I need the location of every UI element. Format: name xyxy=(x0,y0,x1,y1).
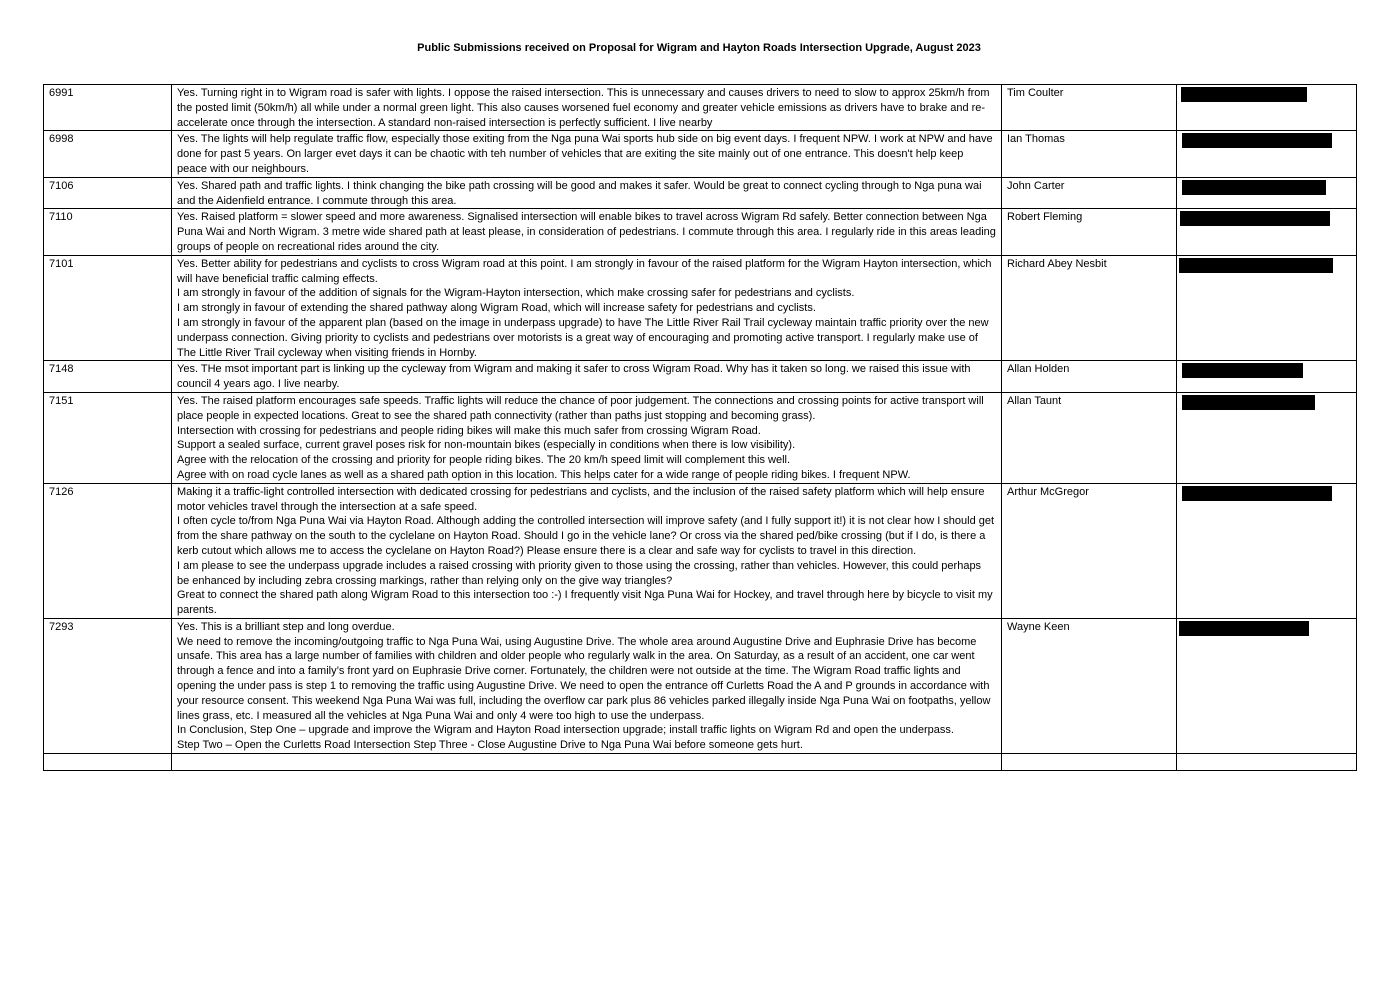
empty-cell xyxy=(44,754,172,771)
submitter-name: Allan Holden xyxy=(1002,361,1177,393)
submission-text: Yes. Better ability for pedestrians and cyclists to cross Wigram road at this point. I am strongly in favour of the raised platform for the Wigram Hayton intersection, which will have beneficial traffic calming effects. I am strongly in favour of the addition of signals for the Wigram-Hayton intersection, which make crossing safer for pedestrians and cyclists. I am strongly in favour of extending the shared pathway along Wigram Road, which will increase safety for pedestrians and cyclists. I am strongly in favour of the apparent plan (based on the image in underpass upgrade) to have The Little River Rail Trail cycleway maintain traffic priority over the new underpass connection. Giving priority to cyclists and pedestrians over motorists is a great way of encouraging and promoting active transport. I regularly make use of The Little River Trail cycleway when visiting friends in Hornby. xyxy=(172,255,1002,361)
table-row xyxy=(44,483,1357,618)
submission-id: 7148 xyxy=(44,361,172,393)
submission-text: Yes. The lights will help regulate traffic flow, especially those exiting from the Nga puna Wai sports hub side on big event days. I frequent NPW. I work at NPW and have done for past 5 years. On larger evet days it can be chaotic with teh number of vehicles that are exiting the site mainly out of one entrance. This doesn't help keep peace with our neighbours. xyxy=(172,131,1002,177)
submission-id: 7293 xyxy=(44,618,172,753)
redaction-bar xyxy=(1180,211,1330,226)
submission-id: 7126 xyxy=(44,483,172,618)
submission-id: 7106 xyxy=(44,177,172,209)
submitter-name: Richard Abey Nesbit xyxy=(1002,255,1177,361)
table-row xyxy=(44,177,1357,209)
submitter-name: Tim Coulter xyxy=(1002,85,1177,131)
table-row xyxy=(44,618,1357,753)
submitter-name: Allan Taunt xyxy=(1002,392,1177,483)
submitter-name: Ian Thomas xyxy=(1002,131,1177,177)
submission-text: Yes. Raised platform = slower speed and more awareness. Signalised intersection will enable bikes to travel across Wigram Rd safely. Better connection between Nga Puna Wai and North Wigram. 3 metre wide shared path at least please, in consideration of pedestrians. I commute through this area. I regularly ride in this areas leading groups of people on recreational rides around the city. xyxy=(172,209,1002,255)
redacted-cell xyxy=(1177,361,1357,393)
empty-cell xyxy=(1002,754,1177,771)
table-row xyxy=(44,361,1357,393)
redacted-cell xyxy=(1177,177,1357,209)
redaction-bar xyxy=(1181,87,1307,102)
table-row-empty xyxy=(44,754,1357,771)
submission-text: Yes. This is a brilliant step and long overdue. We need to remove the incoming/outgoing traffic to Nga Puna Wai, using Augustine Drive. The whole area around Augustine Drive and Euphrasie Drive has become unsafe. This area has a large number of families with children and older people who regularly walk in the area. On Saturday, as a result of an accident, one car went through a fence and into a family’s front yard on Euphrasie Drive corner. Fortunately, the children were not outside at the time. The Wigram Road traffic lights and opening the under pass is step 1 to removing the traffic using Augustine Drive. We need to open the entrance off Curletts Road the A and P grounds in accordance with your resource consent. This weekend Nga Puna Wai was full, including the overflow car park plus 86 vehicles parked illegally inside Nga Puna Wai on footpaths, yellow lines grass, etc. I measured all the vehicles at Nga Puna Wai and only 4 were too high to use the underpass. In Conclusion, Step One – upgrade and improve the Wigram and Hayton Road intersection upgrade; install traffic lights on Wigram Rd and open the underpass. Step Two – Open the Curletts Road Intersection Step Three - Close Augustine Drive to Nga Puna Wai before someone gets hurt. xyxy=(172,618,1002,753)
submission-id: 6998 xyxy=(44,131,172,177)
empty-cell xyxy=(172,754,1002,771)
redaction-bar xyxy=(1179,258,1333,273)
table-row xyxy=(44,85,1357,131)
redaction-bar xyxy=(1182,486,1332,501)
redaction-bar xyxy=(1182,133,1332,148)
submission-id: 6991 xyxy=(44,85,172,131)
table-row xyxy=(44,131,1357,177)
submission-id: 7101 xyxy=(44,255,172,361)
submission-text: Yes. THe msot important part is linking up the cycleway from Wigram and making it safer to cross Wigram Road. Why has it taken so long. we raised this issue with council 4 years ago. I live nearby. xyxy=(172,361,1002,393)
submitter-name: Arthur McGregor xyxy=(1002,483,1177,618)
submission-text: Yes. The raised platform encourages safe speeds. Traffic lights will reduce the chance of poor judgement. The connections and crossing points for active transport will place people in expected locations. Great to see the shared path connectivity (rather than paths just stopping and becoming grass). Intersection with crossing for pedestrians and people riding bikes will make this much safer from crossing Wigram Road. Support a sealed surface, current gravel poses risk for non-mountain bikes (especially in conditions when there is low visibility). Agree with the relocation of the crossing and priority for people riding bikes. The 20 km/h speed limit will complement this well. Agree with on road cycle lanes as well as a shared path option in this location. This helps cater for a wide range of people riding bikes. I frequent NPW. xyxy=(172,392,1002,483)
redaction-bar xyxy=(1179,621,1309,636)
redacted-cell xyxy=(1177,392,1357,483)
redacted-cell xyxy=(1177,618,1357,753)
redaction-bar xyxy=(1182,180,1326,195)
redacted-cell xyxy=(1177,131,1357,177)
table-row xyxy=(44,209,1357,255)
submission-id: 7110 xyxy=(44,209,172,255)
redacted-cell xyxy=(1177,209,1357,255)
redacted-cell xyxy=(1177,255,1357,361)
empty-cell xyxy=(1177,754,1357,771)
submission-id: 7151 xyxy=(44,392,172,483)
submission-text: Yes. Turning right in to Wigram road is safer with lights. I oppose the raised intersection. This is unnecessary and causes drivers to need to slow to approx 25km/h from the posted limit (50km/h) all while under a normal green light. This also causes worsened fuel economy and greater vehicle emissions as drivers have to brake and re-accelerate once through the intersection. A standard non-raised intersection is perfectly sufficient. I live nearby xyxy=(172,85,1002,131)
table-row xyxy=(44,392,1357,483)
table-row xyxy=(44,255,1357,361)
submissions-table xyxy=(43,84,1357,771)
submission-text: Making it a traffic-light controlled intersection with dedicated crossing for pedestrians and cyclists, and the inclusion of the raised safety platform which will help ensure motor vehicles travel through the intersection at a safe speed. I often cycle to/from Nga Puna Wai via Hayton Road. Although adding the controlled intersection will improve safety (and I fully support it!) it is not clear how I should get from the share pathway on the south to the cyclelane on Hayton Road. Should I go in the vehicle lane? Or cross via the shared ped/bike crossing (but if I do, is there a kerb cutout which allows me to access the cyclelane on Hayton Road?) Please ensure there is a clear and safe way for cyclists to travel in this direction. I am please to see the underpass upgrade includes a raised crossing with priority given to those using the crossing, rather than vehicles. However, this could perhaps be enhanced by including zebra crossing markings, rather than relying only on the give way triangles? Great to connect the shared path along Wigram Road to this intersection too :-) I frequently visit Nga Puna Wai for Hockey, and travel through here by bicycle to visit my parents. xyxy=(172,483,1002,618)
redaction-bar xyxy=(1182,363,1303,378)
document-title: Public Submissions received on Proposal for Wigram and Hayton Roads Intersection Upgrade, August 2023 xyxy=(417,42,981,54)
submitter-name: John Carter xyxy=(1002,177,1177,209)
redaction-bar xyxy=(1182,395,1315,410)
submission-text: Yes. Shared path and traffic lights. I think changing the bike path crossing will be good and makes it safer. Would be great to connect cycling through to Nga puna wai and the Aidenfield entrance. I commute through this area. xyxy=(172,177,1002,209)
redacted-cell xyxy=(1177,85,1357,131)
redacted-cell xyxy=(1177,483,1357,618)
submitter-name: Wayne Keen xyxy=(1002,618,1177,753)
submitter-name: Robert Fleming xyxy=(1002,209,1177,255)
